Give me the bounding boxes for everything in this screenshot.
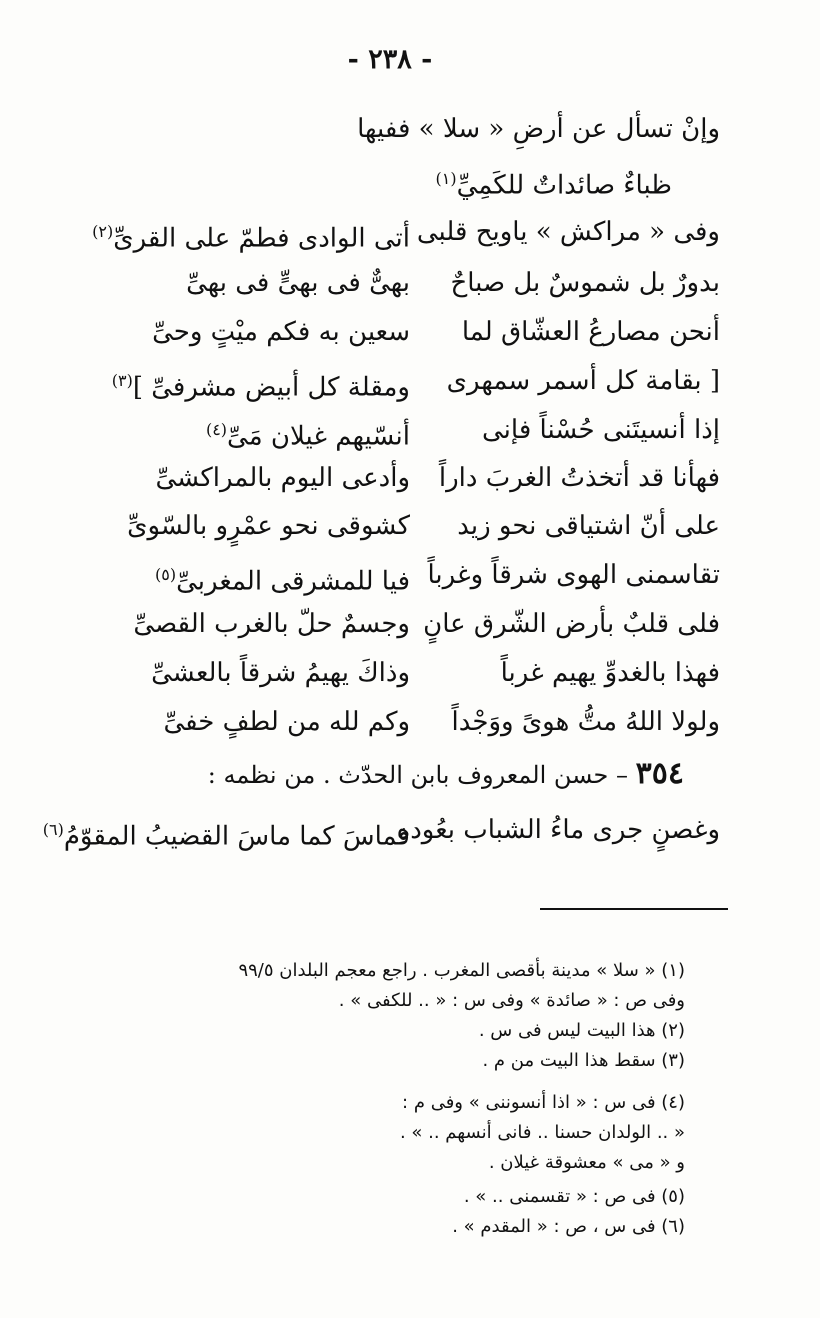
verse-second-hemistich: فماسَ كما ماسَ القضيبُ المقوّمُ$^{(٦)}$ [42,820,410,852]
verse-first-hemistich: على أنّ اشتياقى نحو زيد [457,511,720,541]
verse-first-hemistich: فهأنا قد أتخذتُ الغربَ داراً [438,463,720,493]
entry-heading [208,757,684,792]
page-number: - ٢٣٨ - [347,44,433,75]
footnote: « .. الولدان حسنا .. فانى أنسهم .. » . [399,1122,685,1143]
verse-second-hemistich: أنسّيهم غيلان مَىِّ$^{(٤)}$ [205,420,410,452]
footnote: (١) « سلا » مدينة بأقصى المغرب . راجع معجم البلدان ٩٩/٥ [238,960,685,981]
entry-title: – حسن المعروف بابن الحدّث . من نظمه : [207,761,629,789]
verse-first-hemistich: إذا أنسيتَنى حُسْناً فإنى [482,415,720,445]
footnote-marker: (٦) [42,820,64,839]
verse-text: وإنْ تسأل عن أرضِ « سلا » ففيها [357,114,720,144]
verse-second-hemistich: بهىٌّ فى بهىٍّ فى بهىِّ [186,268,410,298]
verse-first-hemistich: أنحن مصارعُ العشّاق لما [461,317,720,347]
footnote-marker: (٥) [155,565,177,584]
verse-first-hemistich: وغصنٍ جرى ماءُ الشباب بعُودهِ [396,815,720,845]
footnote: وفى ص : « صائدة » وفى س : « .. للكفى » . [338,990,685,1011]
verse-second-hemistich: أتى الوادى فطمّ على القرىِّ$^{(٢)}$ [92,222,410,254]
footnote: (٣) سقط هذا البيت من م . [482,1050,685,1071]
verse-second-hemistich: وجسمٌ حلّ بالغرب القصىِّ [133,609,410,639]
verse-first-hemistich: ولولا اللهُ متُّ هوىً ووَجْداً [451,707,720,737]
footnote-marker: (١) [435,169,457,188]
verse-second-hemistich: ومقلة كل أبيض مشرفىِّ ]$^{(٣)}$ [111,371,410,403]
verse-second-hemistich: سعين به فكم ميْتٍ وحىِّ [152,317,410,347]
footnote-marker: (٣) [111,371,133,390]
footnote-divider [540,908,728,910]
verse-first-hemistich: تقاسمنى الهوى شرقاً وغرباً [427,560,720,590]
footnote-marker: (٤) [205,420,228,439]
verse-second-hemistich: وأدعى اليوم بالمراكشىِّ [155,463,410,493]
verse-text: ظباءٌ صائداتٌ للكَمِيِّ [456,170,672,201]
footnote-marker: (٢) [92,222,114,241]
verse-second-hemistich: وذاكَ يهيمُ شرقاً بالعشىِّ [151,658,410,688]
verse-first-hemistich: وفى « مراكش » ياويح قلبى [416,217,720,247]
verse-first-hemistich: فهذا بالغدوِّ يهيم غرباً [500,658,720,688]
verse-first-hemistich: [ بقامة كل أسمر سمهرى [446,366,720,396]
verse-second-hemistich: وكم لله من لطفٍ خفىِّ [163,707,410,737]
footnote: (٦) فى س ، ص : « المقدم » . [452,1216,685,1237]
verse-line-1 [357,112,720,146]
footnote: و « مى » معشوقة غيلان . [488,1152,685,1173]
entry-number: ٣٥٤ [635,756,684,791]
verse-second-hemistich: كشوقى نحو عمْرٍو بالسّوىِّ [127,511,410,541]
verse-first-hemistich: فلى قلبٌ بأرض الشّرق عانٍ [423,609,720,639]
verse-second-hemistich: فيا للمشرقى المغربىِّ$^{(٥)}$ [155,565,410,597]
verse-first-hemistich: بدورٌ بل شموسٌ بل صباحٌ [450,268,720,298]
verse-line-2 [435,162,672,201]
footnote: (٤) فى س : « اذا أنسوننى » وفى م : [402,1092,685,1113]
footnote: (٢) هذا البيت ليس فى س . [478,1020,685,1041]
footnote: (٥) فى ص : « تقسمنى .. » . [463,1186,685,1207]
